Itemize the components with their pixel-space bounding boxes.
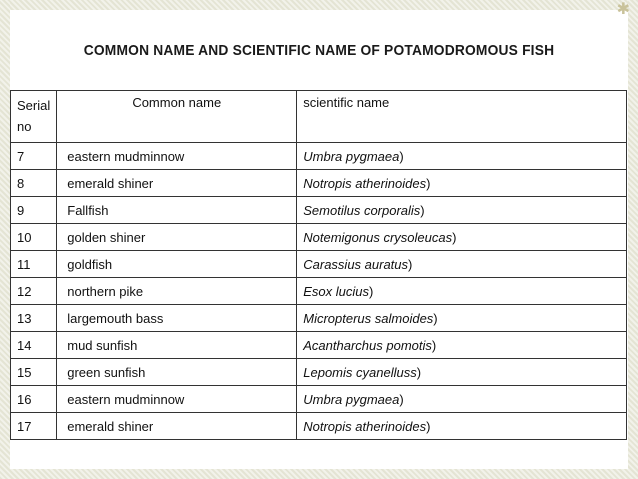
scientific-name-text: Semotilus corporalis <box>303 202 421 218</box>
cell-serial: 13 <box>11 305 57 332</box>
paren: ) <box>399 391 404 407</box>
cell-common-name: golden shiner <box>57 224 297 251</box>
table-row <box>11 197 627 224</box>
table-row <box>11 143 627 170</box>
scientific-name-text: Notemigonus crysoleucas <box>303 229 453 245</box>
cell-serial: 14 <box>11 332 57 359</box>
cell-scientific-name <box>297 170 627 197</box>
table-header-row <box>11 91 627 143</box>
cell-scientific-name <box>297 359 627 386</box>
scientific-name-text: Lepomis cyanelluss <box>303 364 417 380</box>
cell-scientific-name <box>297 386 627 413</box>
table-row <box>11 251 627 278</box>
scientific-name-text: Umbra pygmaea <box>303 391 400 407</box>
scientific-name-text: Umbra pygmaea <box>303 148 400 164</box>
fish-table <box>10 90 627 440</box>
paren: ) <box>420 202 425 218</box>
header-serial: Serial no <box>11 91 57 143</box>
star-icon: ✱ <box>616 1 630 18</box>
page-title: COMMON NAME AND SCIENTIFIC NAME OF POTAMODROMOUS FISH <box>83 42 555 59</box>
cell-common-name: eastern mudminnow <box>57 386 297 413</box>
table-row <box>11 386 627 413</box>
cell-common-name: goldfish <box>57 251 297 278</box>
table-row <box>11 170 627 197</box>
header-common-name: Common name <box>57 91 297 143</box>
table-row <box>11 332 627 359</box>
paren: ) <box>452 229 457 245</box>
cell-serial: 12 <box>11 278 57 305</box>
table-row <box>11 278 627 305</box>
cell-common-name: northern pike <box>57 278 297 305</box>
cell-scientific-name <box>297 278 627 305</box>
paren: ) <box>399 148 404 164</box>
scientific-name-text: Acantharchus pomotis <box>303 337 432 353</box>
border-right <box>628 0 638 479</box>
cell-common-name: mud sunfish <box>57 332 297 359</box>
cell-scientific-name <box>297 305 627 332</box>
cell-scientific-name <box>297 332 627 359</box>
paren: ) <box>426 175 431 191</box>
cell-serial: 11 <box>11 251 57 278</box>
cell-scientific-name <box>297 413 627 440</box>
cell-scientific-name <box>297 143 627 170</box>
table-row <box>11 359 627 386</box>
cell-scientific-name <box>297 224 627 251</box>
table-row <box>11 305 627 332</box>
paren: ) <box>431 337 437 353</box>
cell-serial: 10 <box>11 224 57 251</box>
paren: ) <box>433 310 438 326</box>
cell-common-name: green sunfish <box>57 359 297 386</box>
cell-common-name: emerald shiner <box>57 413 297 440</box>
border-left <box>0 0 10 479</box>
cell-serial: 9 <box>11 197 57 224</box>
scientific-name-text: Carassius auratus <box>303 256 409 272</box>
cell-serial: 8 <box>11 170 57 197</box>
cell-common-name: largemouth bass <box>57 305 297 332</box>
cell-serial: 7 <box>11 143 57 170</box>
border-top <box>0 0 638 10</box>
cell-serial: 17 <box>11 413 57 440</box>
header-scientific-name: scientific name <box>297 91 627 143</box>
scientific-name-text: Micropterus salmoides <box>303 310 434 326</box>
scientific-name-text: Esox lucius <box>303 283 369 299</box>
cell-scientific-name <box>297 251 627 278</box>
border-bottom <box>0 469 638 479</box>
cell-common-name: Fallfish <box>57 197 297 224</box>
cell-scientific-name <box>297 197 627 224</box>
paren: ) <box>408 256 413 272</box>
paren: ) <box>369 283 374 299</box>
paren: ) <box>426 418 431 434</box>
cell-common-name: emerald shiner <box>57 170 297 197</box>
scientific-name-text: Notropis atherinoides <box>303 175 427 191</box>
table-row <box>11 413 627 440</box>
cell-serial: 15 <box>11 359 57 386</box>
paren: ) <box>416 364 422 380</box>
cell-common-name: eastern mudminnow <box>57 143 297 170</box>
scientific-name-text: Notropis atherinoides <box>303 418 427 434</box>
cell-serial: 16 <box>11 386 57 413</box>
table-row <box>11 224 627 251</box>
